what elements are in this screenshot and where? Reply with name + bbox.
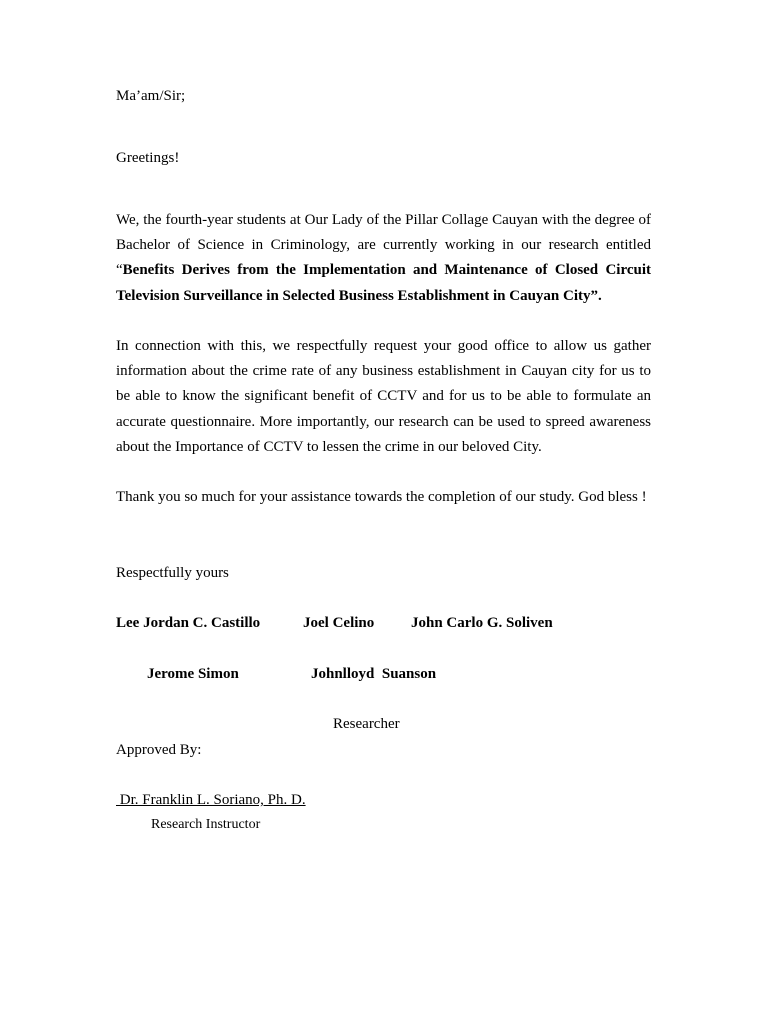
paragraph-intro-text: We, the fourth-year students at Our Lady of the Pillar Collage Cauyan with the degree of Bachelor of Science in Criminology, are currently working in our research entitled “	[116, 212, 651, 279]
research-title: Benefits Derives from the Implementation and Maintenance of Closed Circuit Television Surveillance in Selected Business Establishment in Cauyan City”.	[116, 262, 651, 304]
closing: Respectfully yours	[116, 565, 229, 581]
paragraph-intro	[116, 208, 651, 309]
approver-role: Research Instructor	[151, 817, 261, 832]
researcher-name: Jerome Simon	[147, 666, 239, 682]
approved-by-label: Approved By:	[116, 742, 202, 758]
researcher-name: Lee Jordan C. Castillo	[116, 615, 261, 631]
researcher-name: Johnlloyd Suanson	[311, 666, 437, 682]
researcher-name: John Carlo G. Soliven	[411, 615, 553, 631]
researcher-name: Joel Celino	[303, 615, 375, 631]
greeting: Greetings!	[116, 150, 180, 166]
salutation: Ma’am/Sir;	[116, 88, 186, 104]
approver-name: Dr. Franklin L. Soriano, Ph. D.	[116, 792, 306, 808]
researcher-role: Researcher	[333, 716, 400, 732]
paragraph-thanks: Thank you so much for your assistance towards the completion of our study. God bless !	[116, 489, 647, 505]
paragraph-request: In connection with this, we respectfully request your good office to allow us gather information about the crime rate of any business establishment in Cauyan city for us to be able to know the significant benefit of CCTV and for us to be able to formulate an accurate questionnaire. More importantly, our research can be used to spreed awareness about the Importance of CCTV to lessen the crime in our beloved City.	[116, 338, 651, 455]
